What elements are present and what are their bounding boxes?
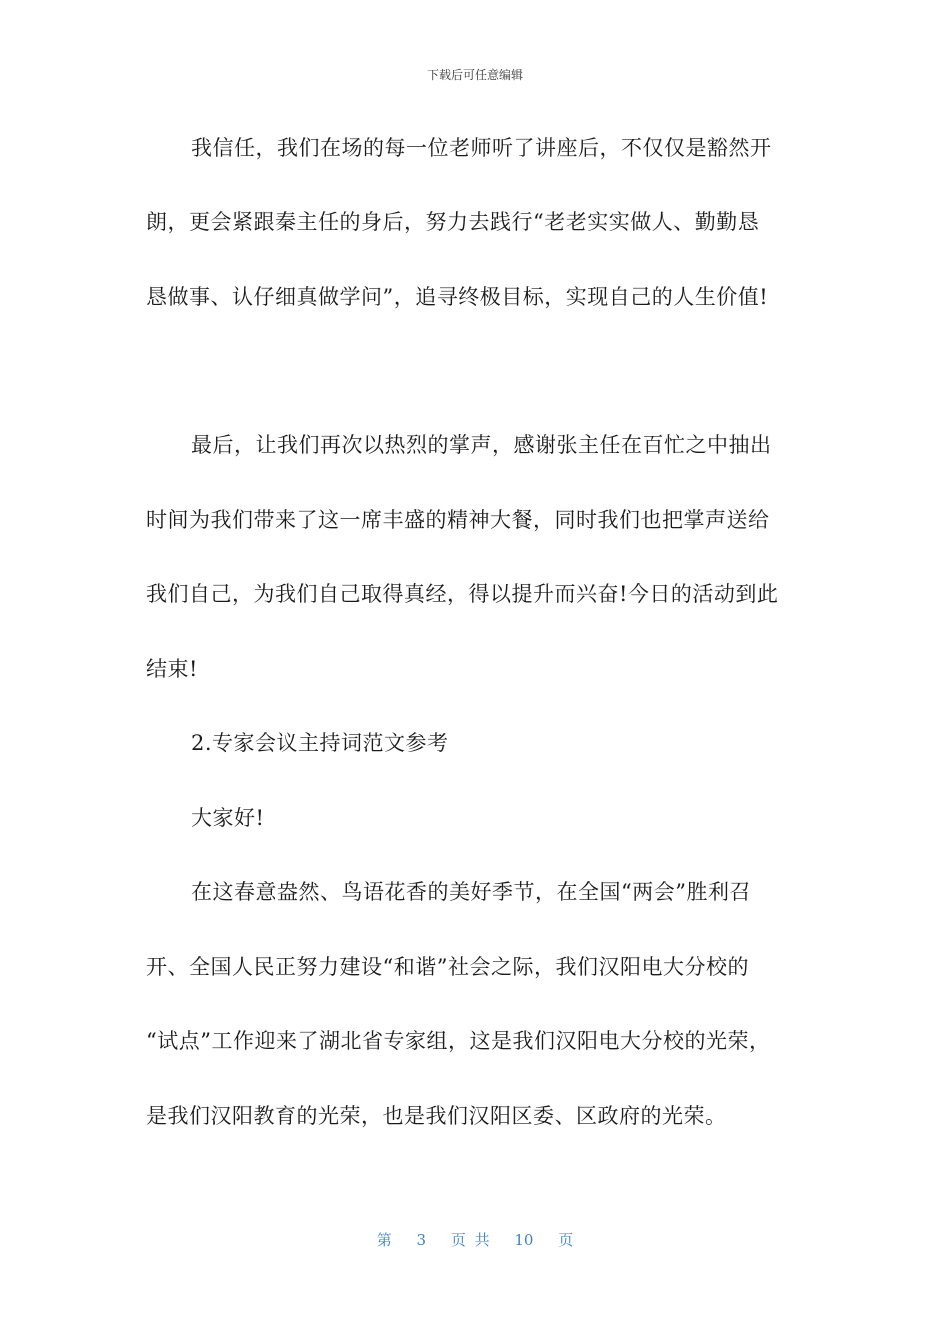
paragraph-line: 最后，让我们再次以热烈的掌声，感谢张主任在百忙之中抽出 bbox=[191, 433, 772, 457]
paragraph-line: 在这春意盎然、鸟语花香的美好季节，在全国“两会”胜利召 bbox=[191, 880, 751, 904]
paragraph-line: 是我们汉阳教育的光荣，也是我们汉阳区委、区政府的光荣。 bbox=[146, 1104, 727, 1128]
paragraph-line: 开、全国人民正努力建设“和谐”社会之际，我们汉阳电大分校的 bbox=[146, 955, 749, 979]
current-page-number: 3 bbox=[416, 1231, 427, 1249]
paragraph-line: 朗，更会紧跟秦主任的身后，努力去践行“老老实实做人、勤勤恳 bbox=[146, 210, 760, 234]
total-page-count: 10 bbox=[514, 1231, 534, 1249]
paragraph-line: “试点”工作迎来了湖北省专家组，这是我们汉阳电大分校的光荣， bbox=[146, 1029, 771, 1053]
section-heading: 2.专家会议主持词范文参考 bbox=[191, 731, 449, 755]
paragraph-line: 结束! bbox=[146, 657, 198, 681]
paragraph-line: 时间为我们带来了这一席丰盛的精神大餐，同时我们也把掌声送给 bbox=[146, 508, 770, 532]
page-header: 下载后可任意编辑 bbox=[426, 68, 523, 82]
footer-prefix: 第 bbox=[376, 1231, 392, 1249]
paragraph-line: 我们自己，为我们自己取得真经，得以提升而兴奋!今日的活动到此 bbox=[146, 582, 779, 606]
paragraph-line: 我信任，我们在场的每一位老师听了讲座后，不仅仅是豁然开 bbox=[191, 136, 772, 160]
greeting: 大家好! bbox=[191, 806, 265, 830]
paragraph-line: 恳做事、认仔细真做学问”，追寻终极目标，实现自己的人生价值! bbox=[146, 285, 769, 309]
footer-suffix: 页 bbox=[558, 1231, 574, 1249]
page-footer bbox=[0, 1229, 950, 1250]
footer-middle: 页 共 bbox=[450, 1231, 490, 1249]
